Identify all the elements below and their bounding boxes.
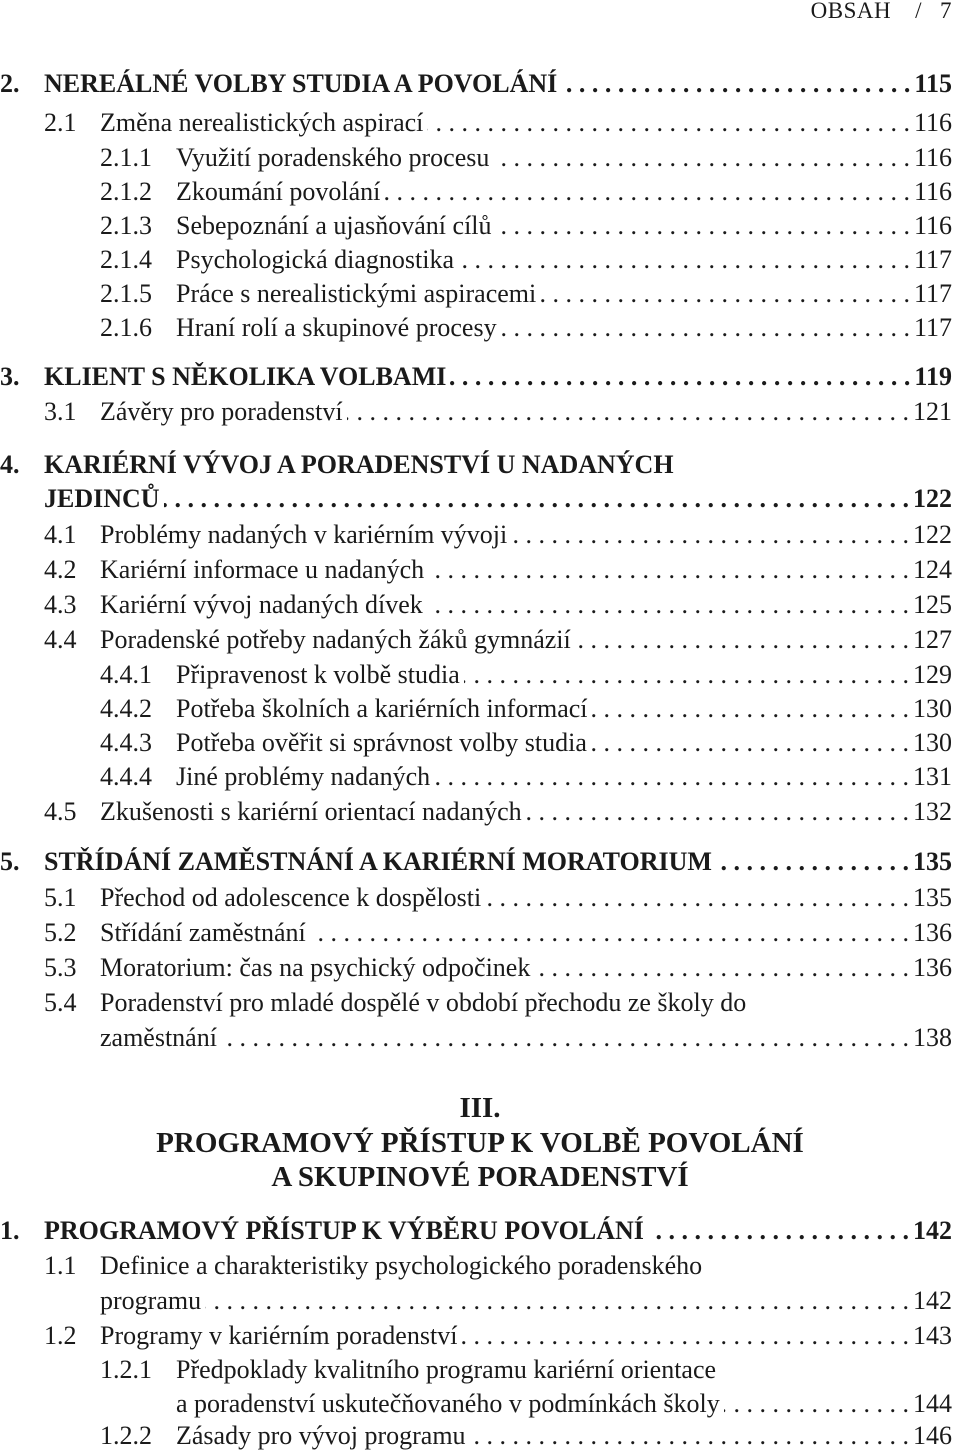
part-title-line2: A SKUPINOVÉ PORADENSTVÍ: [271, 1161, 689, 1193]
dot-leader: [164, 482, 909, 516]
header-separator: /: [915, 0, 922, 23]
toc-entry-title: JEDINCŮ: [44, 484, 160, 513]
toc-entry-title: NEREÁLNÉ VOLBY STUDIA A POVOLÁNÍ: [44, 69, 558, 98]
toc-entry-page: 116: [913, 211, 952, 240]
toc-entry-title: Připravenost k volbě studia: [176, 660, 460, 689]
toc-entry-title: Kariérní informace u nadaných: [100, 555, 425, 584]
dot-leader: [716, 845, 909, 879]
toc-entry-4-4[interactable]: 4.4 Poradenské potřeby nadaných žáků gymnázií . . . 127: [44, 623, 952, 657]
dot-leader: [221, 1021, 909, 1055]
dot-leader: [501, 311, 910, 345]
toc-entry-ch3[interactable]: 3. KLIENT S NĚKOLIKA VOLBAMI . . . 119: [0, 360, 952, 394]
toc-entry-4-5[interactable]: 4.5 Zkušenosti s kariérní orientací nadaných . . . 132: [44, 795, 952, 829]
toc-entry-title: Potřeba školních a kariérních informací: [176, 694, 588, 723]
toc-entry-page: 122: [913, 484, 952, 513]
toc-entry-title: Změna nerealistických aspirací: [100, 108, 424, 137]
dot-leader: [511, 518, 909, 552]
toc-entry-p3-1-1-line1[interactable]: 1.1 Definice a charakteristiky psychologického poradenského: [44, 1251, 703, 1280]
toc-entry-page: 135: [913, 847, 952, 876]
toc-entry-page: 135: [913, 883, 952, 912]
toc-entry-title: Zkoumání povolání: [176, 177, 381, 206]
toc-entry-ch4[interactable]: [44, 482, 952, 516]
toc-entry-2-1-4[interactable]: 2.1.4 Psychologická diagnostika . . . 117: [100, 243, 952, 277]
toc-entry-page: 119: [914, 362, 952, 391]
toc-entry-page: 124: [913, 555, 952, 584]
dot-leader: [461, 1319, 909, 1353]
toc-entry-title: PROGRAMOVÝ PŘÍSTUP K VÝBĚRU POVOLÁNÍ: [44, 1216, 644, 1245]
toc-entry-4-4-2[interactable]: 4.4.2 Potřeba školních a kariérních informací . . . 130: [100, 692, 952, 726]
toc-entry-ch5[interactable]: 5. STŘÍDÁNÍ ZAMĚSTNÁNÍ A KARIÉRNÍ MORATORIUM . . . 135: [0, 845, 952, 879]
toc-entry-title: Sebepoznání a ujasňování cílů: [176, 211, 492, 240]
toc-entry-page: 146: [913, 1421, 952, 1450]
toc-entry-page: 144: [913, 1389, 952, 1418]
toc-entry-page: 129: [913, 660, 952, 689]
toc-entry-page: 136: [913, 918, 952, 947]
toc-entry-title: Problémy nadaných v kariérním vývoji: [100, 520, 508, 549]
dot-leader: [384, 175, 910, 209]
toc-entry-2-1-6[interactable]: 2.1.6 Hraní rolí a skupinové procesy . . . 117: [100, 311, 952, 345]
toc-entry-4-2[interactable]: 4.2 Kariérní informace u nadaných . . . 124: [44, 553, 952, 587]
toc-entry-title: Práce s nerealistickými aspiracemi: [176, 279, 537, 308]
dot-leader: [464, 658, 909, 692]
toc-entry-ch4-line1[interactable]: 4. KARIÉRNÍ VÝVOJ A PORADENSTVÍ U NADANÝCH: [0, 450, 674, 479]
toc-entry-title: Střídání zaměstnání: [100, 918, 306, 947]
toc-entry-5-4[interactable]: [100, 1021, 952, 1055]
toc-entry-page: 116: [913, 108, 952, 137]
toc-entry-page: 121: [913, 397, 952, 426]
toc-entry-title: Závěry pro poradenství: [100, 397, 343, 426]
toc-entry-page: 125: [913, 590, 952, 619]
dot-leader: [470, 1419, 909, 1453]
toc-entry-title: Poradenské potřeby nadaných žáků gymnázií: [100, 625, 571, 654]
dot-leader: [592, 692, 909, 726]
header-section: OBSAH: [810, 0, 892, 23]
toc-entry-2-1-3[interactable]: 2.1.3 Sebepoznání a ujasňování cílů . . . 116: [100, 209, 952, 243]
dot-leader: [526, 795, 909, 829]
toc-entry-page: 142: [913, 1216, 952, 1245]
toc-entry-2-1-5[interactable]: 2.1.5 Práce s nerealistickými aspiracemi . . . 117: [100, 277, 952, 311]
toc-entry-page: 116: [913, 143, 952, 172]
toc-entry-p3-1-2[interactable]: 1.2 Programy v kariérním poradenství . . . 143: [44, 1319, 952, 1353]
running-header: [811, 0, 952, 24]
dot-leader: [648, 1214, 909, 1248]
toc-entry-page: 117: [913, 313, 952, 342]
toc-entry-page: 115: [914, 69, 952, 98]
toc-entry-title: Zkušenosti s kariérní orientací nadaných: [100, 797, 522, 826]
dot-leader: [540, 277, 910, 311]
toc-entry-page: 127: [913, 625, 952, 654]
dot-leader: [205, 1284, 909, 1318]
dot-leader: [458, 243, 910, 277]
dot-leader: [724, 1387, 909, 1421]
dot-leader: [434, 760, 909, 794]
toc-entry-page: 130: [913, 694, 952, 723]
toc-entry-title: Potřeba ověřit si správnost volby studia: [176, 728, 587, 757]
toc-entry-4-3[interactable]: 4.3 Kariérní vývoj nadaných dívek . . . 125: [44, 588, 952, 622]
toc-entry-page: 142: [913, 1286, 952, 1315]
toc-entry-4-4-4[interactable]: 4.4.4 Jiné problémy nadaných . . . 131: [100, 760, 952, 794]
part-title-line1: PROGRAMOVÝ PŘÍSTUP K VOLBĚ POVOLÁNÍ: [156, 1127, 804, 1159]
dot-leader: [427, 588, 909, 622]
toc-entry-page: 136: [913, 953, 952, 982]
dot-leader: [496, 209, 910, 243]
dot-leader: [493, 141, 910, 175]
toc-entry-title: Definice a charakteristiky psychologického poradenského: [100, 1251, 703, 1280]
toc-entry-p3-1-1[interactable]: [100, 1284, 952, 1318]
toc-entry-title: Hraní rolí a skupinové procesy: [176, 313, 497, 342]
toc-entry-title: Moratorium: čas na psychický odpočinek: [100, 953, 531, 982]
toc-entry-4-1[interactable]: 4.1 Problémy nadaných v kariérním vývoji . . . 122: [44, 518, 952, 552]
toc-entry-title: STŘÍDÁNÍ ZAMĚSTNÁNÍ A KARIÉRNÍ MORATORIUM: [44, 847, 712, 876]
toc-entry-5-4-line1[interactable]: 5.4 Poradenství pro mladé dospělé v období přechodu ze školy do: [44, 988, 747, 1017]
dot-leader: [310, 916, 909, 950]
toc-entry-title: Předpoklady kvalitního programu kariérní orientace: [176, 1355, 717, 1384]
toc-entry-page: 143: [913, 1321, 952, 1350]
toc-entry-page: 138: [913, 1023, 952, 1052]
toc-entry-title: KLIENT S NĚKOLIKA VOLBAMI: [44, 362, 447, 391]
toc-entry-4-4-1[interactable]: 4.4.1 Připravenost k volbě studia . . . 129: [100, 658, 952, 692]
toc-entry-p3-1-2-2[interactable]: 1.2.2 Zásady pro vývoj programu . . . 146: [100, 1419, 952, 1453]
toc-entry-title: Programy v kariérním poradenství: [100, 1321, 458, 1350]
toc-entry-ch2[interactable]: 2. NEREÁLNÉ VOLBY STUDIA A POVOLÁNÍ . . . 115: [0, 67, 952, 101]
toc-entry-2-1-1[interactable]: 2.1.1 Využití poradenského procesu . . . 116: [100, 141, 952, 175]
header-page-number: 7: [940, 0, 952, 23]
dot-leader: [450, 360, 910, 394]
toc-entry-page: 130: [913, 728, 952, 757]
dot-leader: [575, 623, 909, 657]
dot-leader: [428, 553, 909, 587]
toc-entry-page: 131: [913, 762, 952, 791]
toc-entry-5-3[interactable]: 5.3 Moratorium: čas na psychický odpočinek . . . 136: [44, 951, 952, 985]
toc-entry-page: 117: [913, 279, 952, 308]
toc-entry-title: Přechod od adolescence k dospělosti: [100, 883, 482, 912]
toc-entry-title: Využití poradenského procesu: [176, 143, 490, 172]
toc-entry-3-1[interactable]: 3.1 Závěry pro poradenství . . . 121: [44, 395, 952, 429]
toc-entry-title: Zásady pro vývoj programu: [176, 1421, 466, 1450]
toc-entry-page: 117: [913, 245, 952, 274]
toc-entry-4-4-3[interactable]: 4.4.3 Potřeba ověřit si správnost volby studia . . . 130: [100, 726, 952, 760]
toc-entry-p3-ch1[interactable]: 1. PROGRAMOVÝ PŘÍSTUP K VÝBĚRU POVOLÁNÍ . . . 142: [0, 1214, 952, 1248]
toc-entry-title: programu: [100, 1286, 202, 1315]
toc-entry-5-2[interactable]: 5.2 Střídání zaměstnání . . . 136: [44, 916, 952, 950]
toc-entry-2-1[interactable]: 2.1 Změna nerealistických aspirací . . . 116: [44, 106, 952, 140]
toc-entry-title: a poradenství uskutečňovaného v podmínkách školy: [176, 1389, 720, 1418]
dot-leader: [534, 951, 909, 985]
toc-entry-p3-1-2-1[interactable]: [176, 1387, 952, 1421]
toc-entry-5-1[interactable]: 5.1 Přechod od adolescence k dospělosti . . . 135: [44, 881, 952, 915]
toc-entry-2-1-2[interactable]: 2.1.2 Zkoumání povolání . . . 116: [100, 175, 952, 209]
dot-leader: [561, 67, 910, 101]
dot-leader: [591, 726, 909, 760]
toc-entry-title: Psychologická diagnostika: [176, 245, 455, 274]
dot-leader: [485, 881, 909, 915]
toc-entry-page: 122: [913, 520, 952, 549]
toc-entry-title: zaměstnání: [100, 1023, 217, 1052]
toc-entry-title: Kariérní vývoj nadaných dívek: [100, 590, 423, 619]
dot-leader: [427, 106, 910, 140]
part-number: III.: [459, 1092, 501, 1124]
toc-entry-page: 116: [913, 177, 952, 206]
toc-entry-page: 132: [913, 797, 952, 826]
toc-entry-title: KARIÉRNÍ VÝVOJ A PORADENSTVÍ U NADANÝCH: [44, 450, 674, 479]
dot-leader: [347, 395, 909, 429]
toc-entry-title: Jiné problémy nadaných: [176, 762, 431, 791]
toc-entry-title: Poradenství pro mladé dospělé v období přechodu ze školy do: [100, 988, 747, 1017]
toc-entry-p3-1-2-1-line1[interactable]: 1.2.1 Předpoklady kvalitního programu kariérní orientace: [100, 1355, 717, 1384]
